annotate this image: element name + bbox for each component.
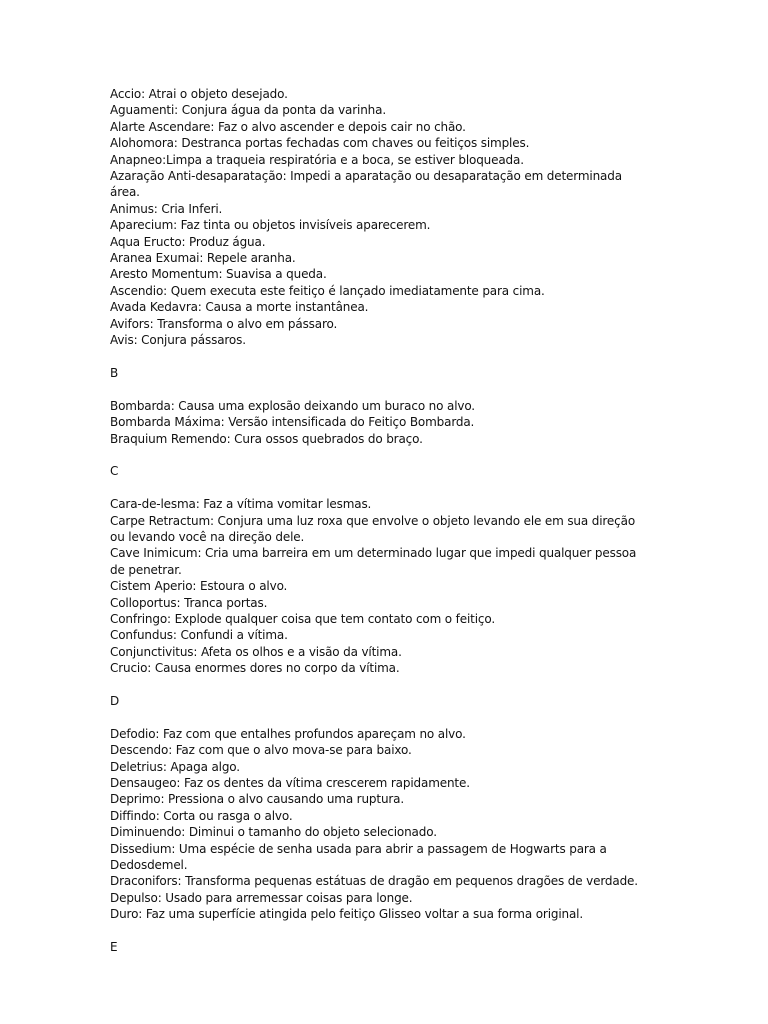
spell-entry: Carpe Retractum: Conjura uma luz roxa que envolve o objeto levando ele em sua direção ou levando você na direção dele.	[110, 513, 636, 544]
spell-entry: Colloportus: Tranca portas.	[110, 595, 268, 610]
spell-entry: Depulso: Usado para arremessar coisas para longe.	[110, 890, 413, 905]
spell-entry: Aguamenti: Conjura água da ponta da varinha.	[110, 103, 386, 118]
spell-entry: Confringo: Explode qualquer coisa que tem contato com o feitiço.	[110, 611, 495, 626]
spell-entry: Draconifors: Transforma pequenas estátuas de dragão em pequenos dragões de verdade.	[110, 874, 638, 889]
spell-entry: Deprimo: Pressiona o alvo causando uma ruptura.	[110, 792, 405, 807]
section-letter-heading: B	[110, 365, 119, 380]
spell-entry: Densaugeo: Faz os dentes da vítima crescerem rapidamente.	[110, 775, 470, 790]
spell-entry: Bombarda: Causa uma explosão deixando um buraco no alvo.	[110, 398, 475, 413]
spell-entry: Avifors: Transforma o alvo em pássaro.	[110, 316, 338, 331]
spell-entry: Cara-de-lesma: Faz a vítima vomitar lesmas.	[110, 497, 372, 512]
section-letter-heading: C	[110, 464, 119, 479]
spell-entry: Alohomora: Destranca portas fechadas com chaves ou feitiços simples.	[110, 136, 530, 151]
section-c	[110, 463, 650, 676]
spell-entry: Ascendio: Quem executa este feitiço é lançado imediatamente para cima.	[110, 283, 545, 298]
spell-entry: Avis: Conjura pássaros.	[110, 333, 246, 348]
spell-entry: Aqua Eructo: Produz água.	[110, 234, 266, 249]
spell-entry: Diffindo: Corta ou rasga o alvo.	[110, 808, 293, 823]
spell-entry: Duro: Faz uma superfície atingida pelo feitiço Glisseo voltar a sua forma original.	[110, 907, 584, 922]
spell-entry: Descendo: Faz com que o alvo mova-se para baixo.	[110, 743, 412, 758]
spell-entry: Alarte Ascendare: Faz o alvo ascender e depois cair no chão.	[110, 119, 466, 134]
spell-entry: Aranea Exumai: Repele aranha.	[110, 251, 296, 266]
spell-entry: Aresto Momentum: Suavisa a queda.	[110, 267, 327, 282]
spell-entry: Diminuendo: Diminui o tamanho do objeto selecionado.	[110, 825, 437, 840]
spell-entry: Dissedium: Uma espécie de senha usada para abrir a passagem de Hogwarts para a Dedosdemel.	[110, 841, 607, 872]
spell-entry: Crucio: Causa enormes dores no corpo da vítima.	[110, 661, 400, 676]
spell-entry: Avada Kedavra: Causa a morte instantânea.	[110, 300, 369, 315]
section-d	[110, 693, 650, 923]
spell-entry: Conjunctivitus: Afeta os olhos e a visão da vítima.	[110, 644, 402, 659]
section-e	[110, 939, 650, 955]
spell-entry: Animus: Cria Inferi.	[110, 201, 223, 216]
spell-entry: Aparecium: Faz tinta ou objetos invisíveis aparecerem.	[110, 218, 431, 233]
spell-entry: Defodio: Faz com que entalhes profundos apareçam no alvo.	[110, 726, 466, 741]
spell-entry: Braquium Remendo: Cura ossos quebrados do braço.	[110, 431, 423, 446]
section-letter-heading: E	[110, 940, 118, 955]
spell-entry: Cistem Aperio: Estoura o alvo.	[110, 579, 288, 594]
spell-entry: Cave Inimicum: Cria uma barreira em um determinado lugar que impedi qualquer pessoa de penetrar.	[110, 546, 637, 577]
spell-entry: Bombarda Máxima: Versão intensificada do Feitiço Bombarda.	[110, 415, 475, 430]
spell-entry: Anapneo:Limpa a traqueia respiratória e a boca, se estiver bloqueada.	[110, 152, 524, 167]
section-a	[110, 86, 650, 349]
spell-entry: Confundus: Confundi a vítima.	[110, 628, 288, 643]
document-page	[110, 86, 650, 972]
section-letter-heading: D	[110, 693, 120, 708]
spell-entry: Azaração Anti-desaparatação: Impedi a aparatação ou desaparatação em determinada área.	[110, 169, 622, 200]
section-b	[110, 365, 650, 447]
spell-entry: Deletrius: Apaga algo.	[110, 759, 240, 774]
spell-entry: Accio: Atrai o objeto desejado.	[110, 87, 288, 101]
